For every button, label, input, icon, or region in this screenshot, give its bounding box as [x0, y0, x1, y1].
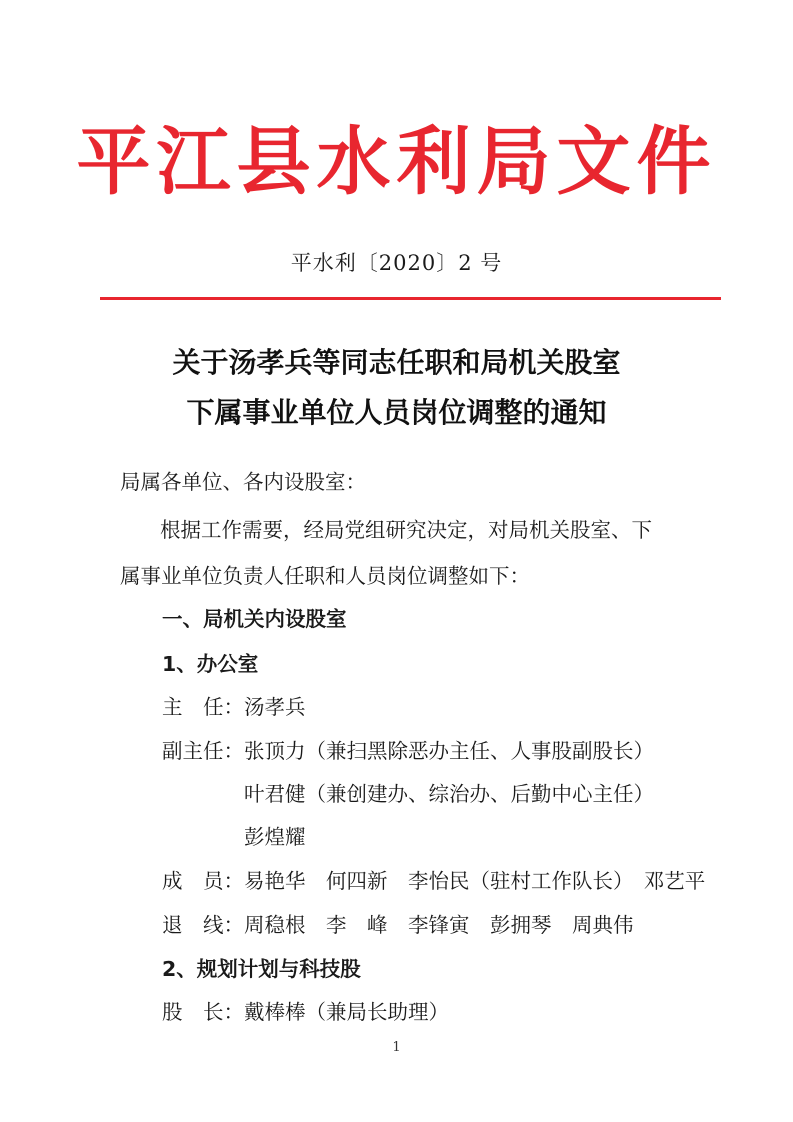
section-heading: 一、局机关内设股室 — [162, 607, 347, 631]
deputy-director-line-2: 叶君健（兼创建办、综治办、后勤中心主任） — [244, 782, 654, 806]
director-line: 主 任：汤孝兵 — [162, 695, 306, 719]
red-separator-line — [100, 297, 721, 300]
page-number: 1 — [392, 1040, 401, 1055]
document-number: 平水利〔2020〕2 号 — [290, 251, 503, 275]
salutation: 局属各单位、各内设股室： — [120, 470, 366, 494]
document-header-title: 平江县水利局文件 — [76, 119, 717, 205]
subsection-heading-planning: 2、规划计划与科技股 — [162, 957, 361, 981]
intro-paragraph-line-2: 属事业单位负责人任职和人员岗位调整如下： — [120, 564, 530, 588]
deputy-director-line-3: 彭煌耀 — [244, 825, 306, 849]
subject-line-2: 下属事业单位人员岗位调整的通知 — [186, 396, 607, 429]
members-line: 成 员：易艳华 何四新 李怡民（驻村工作队长） 邓艺平 — [162, 869, 706, 893]
retired-line: 退 线：周稳根 李 峰 李锋寅 彭拥琴 周典伟 — [162, 913, 634, 937]
section-chief-line: 股 长：戴棒棒（兼局长助理） — [162, 1000, 449, 1024]
intro-paragraph-line-1: 根据工作需要，经局党组研究决定，对局机关股室、下 — [160, 518, 652, 542]
deputy-director-line-1: 副主任：张顶力（兼扫黑除恶办主任、人事股副股长） — [162, 739, 654, 763]
subject-line-1: 关于汤孝兵等同志任职和局机关股室 — [172, 346, 621, 379]
document-subject — [0, 338, 793, 438]
subsection-heading-office: 1、办公室 — [162, 652, 259, 676]
